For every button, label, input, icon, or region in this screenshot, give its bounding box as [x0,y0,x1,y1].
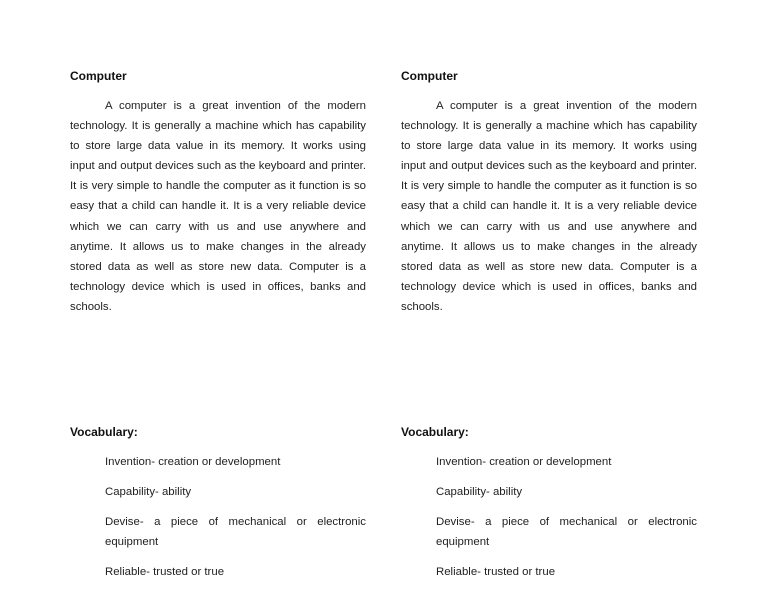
vocabulary-item: Capability- ability [105,486,192,498]
vocabulary-heading: Vocabulary: [70,425,138,439]
section-title: Computer [401,69,458,83]
section-title: Computer [70,69,127,83]
vocabulary-item: Invention- creation or development [436,456,612,468]
vocabulary-item: Devise- a piece of mechanical or electronic equipment [436,516,697,548]
body-paragraph: A computer is a great invention of the modern technology. It is generally a machine which has capability to store large data value in its memory. It works using input and output devices such as the keyboard and printer. It is very simple to handle the computer as it function is so easy that a child can handle it. It is a very reliable device which we can carry with us and use anywhere and anytime. It allows us to make changes in the already stored data as well as store new data. Computer is a technology device which is used in offices, banks and schools. [401,100,697,313]
vocabulary-item: Reliable- trusted or true [105,566,225,578]
document-column-right [401,66,697,578]
vocabulary-item: Capability- ability [436,486,523,498]
vocabulary-item: Reliable- trusted or true [436,566,556,578]
vocabulary-heading: Vocabulary: [401,425,469,439]
vocabulary-item: Devise- a piece of mechanical or electronic equipment [105,516,366,548]
vocabulary-item: Invention- creation or development [105,456,281,468]
body-paragraph: A computer is a great invention of the modern technology. It is generally a machine which has capability to store large data value in its memory. It works using input and output devices such as the keyboard and printer. It is very simple to handle the computer as it function is so easy that a child can handle it. It is a very reliable device which we can carry with us and use anywhere and anytime. It allows us to make changes in the already stored data as well as store new data. Computer is a technology device which is used in offices, banks and schools. [70,100,366,313]
vocabulary-list [105,452,366,592]
vocabulary-list [436,452,697,592]
document-column-left [70,66,366,578]
